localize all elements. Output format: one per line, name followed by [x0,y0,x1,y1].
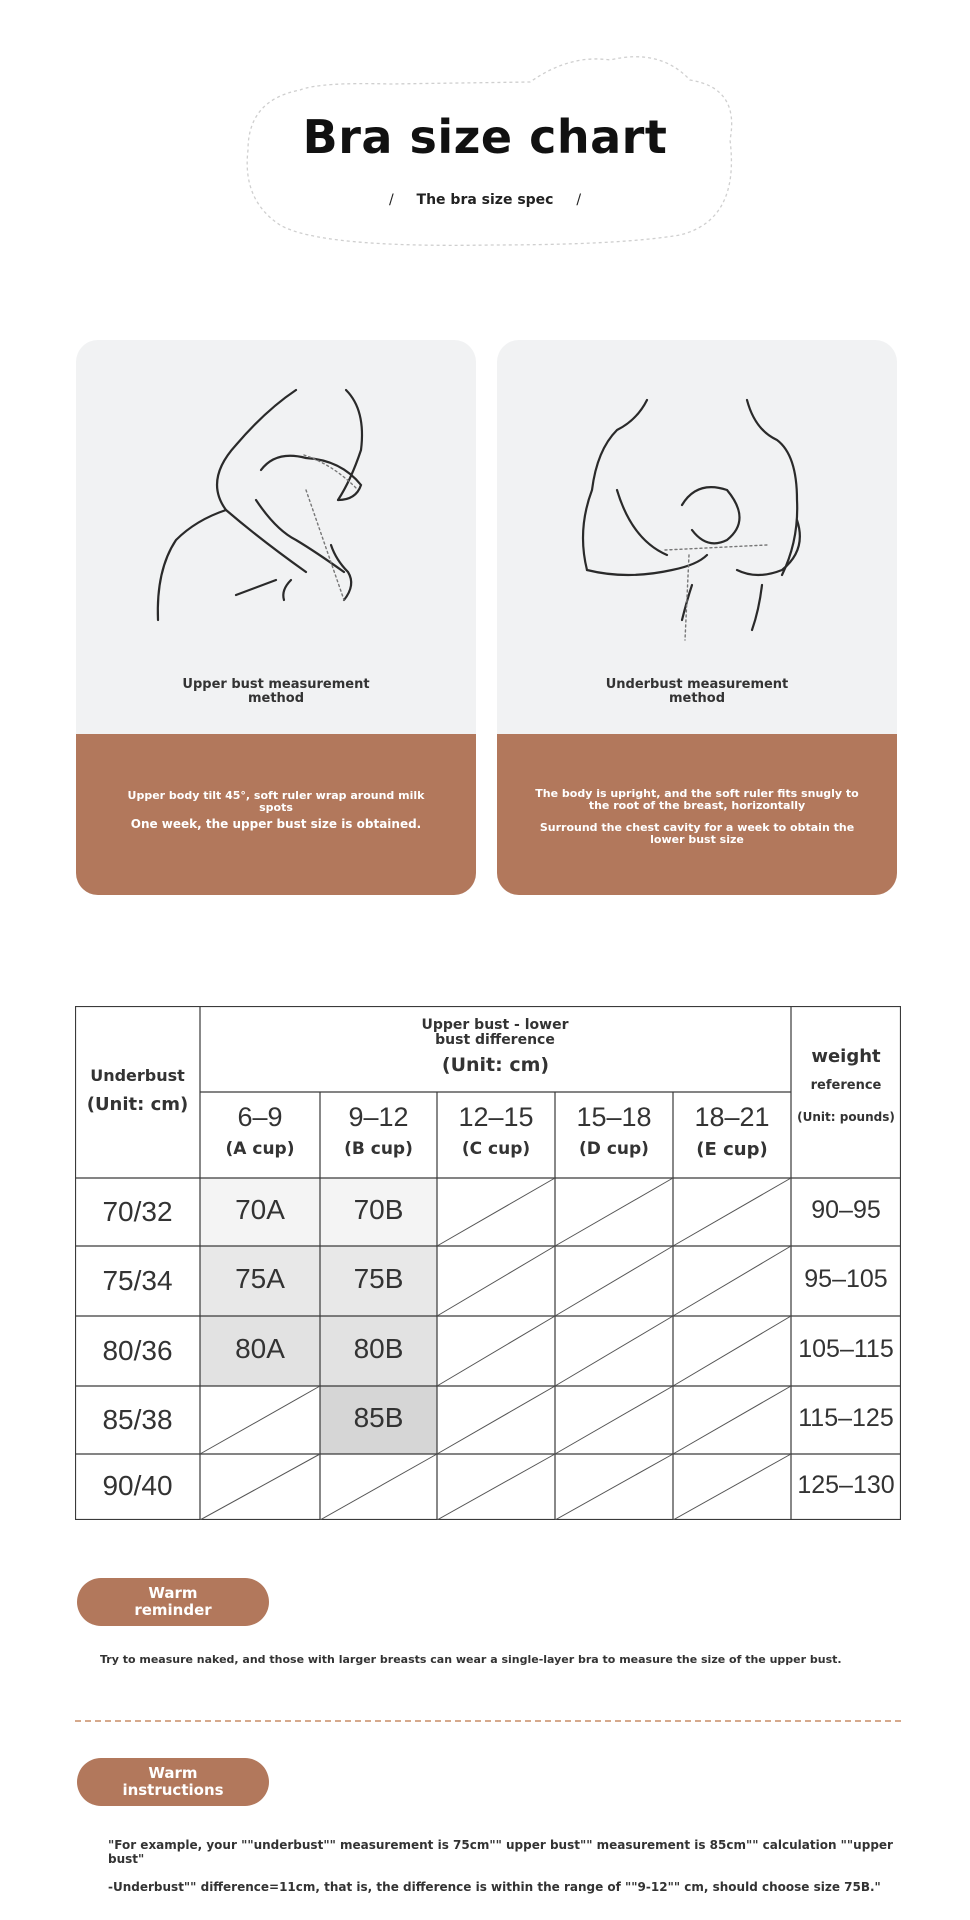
weight-75: 95–105 [804,1265,888,1293]
warm-instructions-badge-line1: Warm [148,1764,198,1782]
size-70a: 70A [235,1194,285,1225]
warm-reminder-text: Try to measure naked, and those with larger breasts can wear a single-layer bra to measure the size of the upper bust. [100,1653,842,1666]
underbust-method-band [497,734,897,895]
upper-bust-method-desc-1: Upper body tilt 45°, soft ruler wrap around milk spots [127,789,425,814]
size-80b: 80B [353,1333,404,1364]
cup-range-d: 15–18 [576,1102,652,1132]
cup-label-c: (C cup) [461,1139,531,1159]
weight-70: 90–95 [811,1196,881,1224]
warm-instructions-line-1: "For example, your ""underbust"" measurement is 75cm"" upper bust"" measurement is 85cm"" calculation ""upper bust" [108,1838,893,1866]
weight-reference: reference [810,1078,882,1093]
underbust-method-desc-1: The body is upright, and the soft ruler fits snugly to the root of the breast, horizontally [535,787,859,812]
diff-header: Upper bust - lower bust difference [421,1017,569,1048]
cup-range-a: 6–9 [237,1102,283,1132]
section-divider [75,1720,901,1722]
weight-unit: (Unit: pounds) [797,1110,895,1124]
upper-bust-method-desc-2: One week, the upper bust size is obtained. [130,817,422,831]
warm-reminder-badge-line2: reminder [134,1601,212,1619]
upper-bust-method-label: Upper bust measurement method [182,677,370,706]
warm-instructions-badge [77,1758,269,1806]
page-title: Bra size chart [302,110,668,164]
upper-bust-method-card [76,340,476,895]
underbust-unit: (Unit: cm) [86,1094,189,1115]
page-subtitle [0,192,970,208]
underbust-85: 85/38 [102,1404,173,1435]
size-75b: 75B [353,1263,404,1294]
cup-label-d: (D cup) [579,1139,649,1159]
cup-range-c: 12–15 [458,1102,534,1132]
upper-bust-illustration [76,340,476,670]
warm-instructions-badge-line2: instructions [122,1781,224,1799]
underbust-70: 70/32 [102,1196,173,1227]
subtitle-slash-right: / [576,192,582,208]
underbust-method-card [497,340,897,895]
warm-reminder-badge-line1: Warm [148,1584,198,1602]
diff-unit: (Unit: cm) [441,1054,550,1076]
size-table [75,1006,901,1520]
upper-bust-method-band [76,734,476,895]
underbust-75: 75/34 [102,1265,173,1296]
cup-range-b: 9–12 [348,1102,409,1132]
cup-range-e: 18–21 [694,1102,770,1132]
underbust-illustration [497,340,897,670]
size-80a: 80A [235,1333,285,1364]
cup-label-a: (A cup) [225,1139,295,1159]
underbust-80: 80/36 [102,1335,173,1366]
weight-90: 125–130 [797,1471,895,1499]
size-85b: 85B [353,1402,404,1433]
underbust-method-desc-2: Surround the chest cavity for a week to obtain the lower bust size [539,821,855,846]
underbust-90: 90/40 [102,1470,173,1501]
underbust-header: Underbust [90,1066,185,1085]
weight-80: 105–115 [798,1335,894,1363]
cup-label-e: (E cup) [696,1139,768,1160]
underbust-method-label: Underbust measurement method [605,677,789,706]
weight-header: weight [811,1046,881,1067]
subtitle-text: The bra size spec [416,192,554,208]
size-75a: 75A [235,1263,285,1294]
subtitle-slash-left: / [388,192,394,208]
warm-reminder-badge [77,1578,269,1626]
size-70b: 70B [353,1194,404,1225]
cup-label-b: (B cup) [344,1139,413,1159]
warm-instructions-line-2: -Underbust"" difference=11cm, that is, the difference is within the range of ""9-12"" cm, should choose size 75B." [108,1880,881,1894]
weight-85: 115–125 [798,1404,894,1432]
